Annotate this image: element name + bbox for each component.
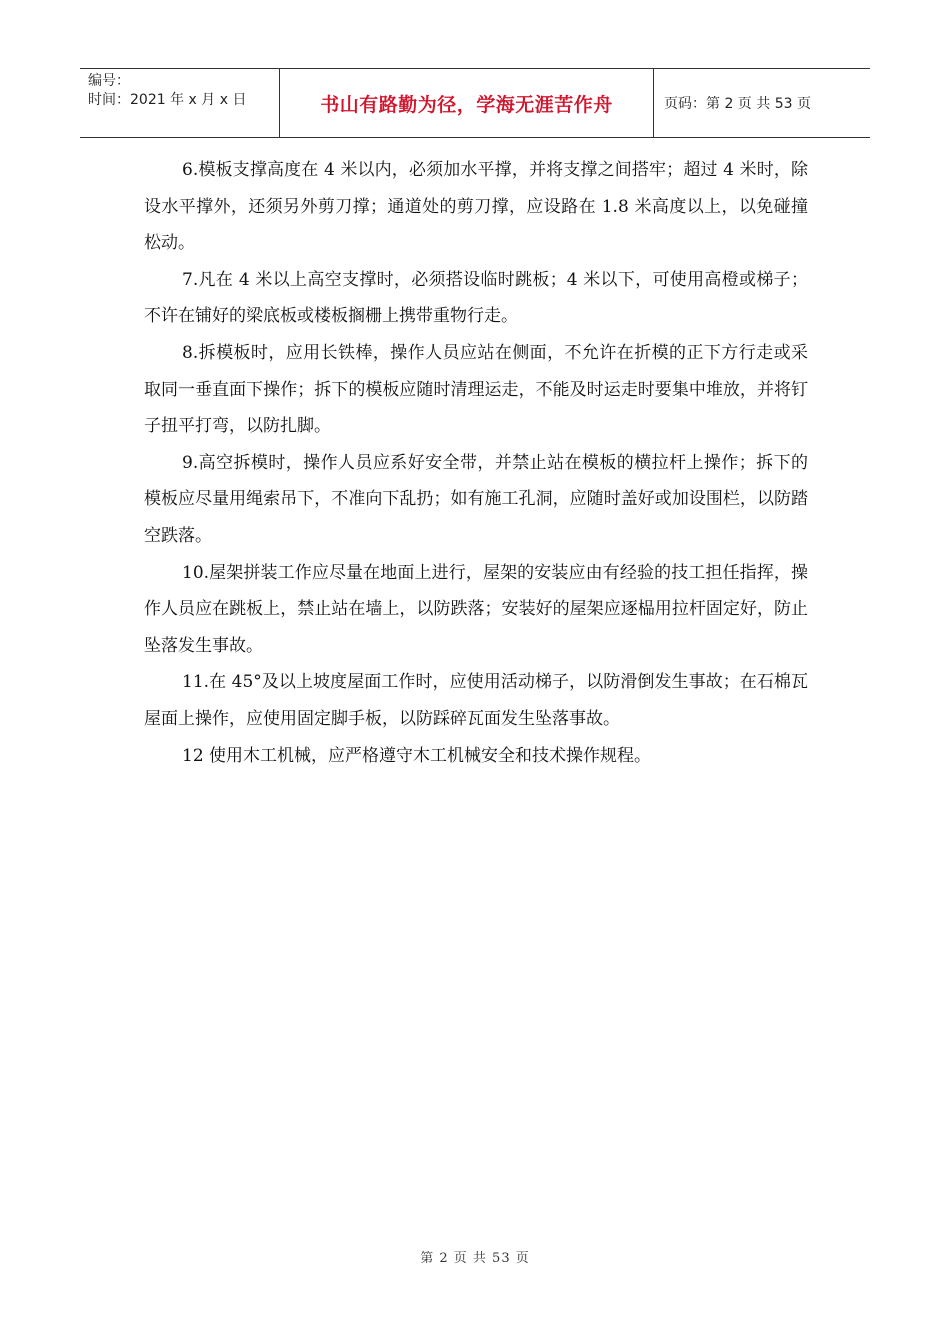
- header-motto-cell: [280, 69, 654, 137]
- paragraph: 11.在 45°及以上坡度屋面工作时，应使用活动梯子，以防滑倒发生事故；在石棉瓦屋面上操作，应使用固定脚手板，以防踩碎瓦面发生坠落事故。: [144, 672, 808, 729]
- header-page-info: 页码：第 2 页 共 53 页: [664, 96, 811, 112]
- paragraph: 10.屋架拼装工作应尽量在地面上进行，屋架的安装应由有经验的技工担任指挥，操作人员应在跳板上，禁止站在墙上，以防跌落；安装好的屋架应逐榀用拉杆固定好，防止坠落发生事故。: [144, 562, 808, 656]
- page-header: [80, 68, 870, 138]
- header-meta: [80, 69, 280, 137]
- time-label: 时间：2021 年 x 月 x 日: [88, 92, 247, 108]
- paragraph: 6.模板支撑高度在 4 米以内，必须加水平撑，并将支撑之间搭牢；超过 4 米时，除设水平撑外，还须另外剪刀撑；通道处的剪刀撑，应设路在 1.8 米高度以上，以免碰撞松动。: [144, 160, 808, 254]
- page-footer: [0, 1247, 950, 1266]
- header-page-info-cell: [654, 69, 870, 137]
- serial-label: 编号：: [88, 73, 130, 89]
- paragraph: 8.拆模板时，应用长铁棒，操作人员应站在侧面，不允许在折模的正下方行走或采取同一垂直面下操作；拆下的模板应随时清理运走，不能及时运走时要集中堆放，并将钉子扭平打弯，以防扎脚。: [144, 342, 808, 437]
- header-motto: 书山有路勤为径，学海无涯苦作舟: [320, 93, 613, 116]
- footer-page-number: 第 2 页 共 53 页: [420, 1251, 530, 1266]
- paragraph: 9.高空拆模时，操作人员应系好安全带，并禁止站在模板的横拉杆上操作；拆下的模板应尽量用绳索吊下，不准向下乱扔；如有施工孔洞，应随时盖好或加设围栏，以防踏空跌落。: [144, 452, 808, 546]
- paragraph: 12 使用木工机械，应严格遵守木工机械安全和技术操作规程。: [182, 745, 652, 766]
- document-body: [144, 152, 808, 774]
- paragraph: 7.凡在 4 米以上高空支撑时，必须搭设临时跳板；4 米以下，可使用高橙或梯子；不许在铺好的梁底板或楼板搁栅上携带重物行走。: [144, 269, 808, 327]
